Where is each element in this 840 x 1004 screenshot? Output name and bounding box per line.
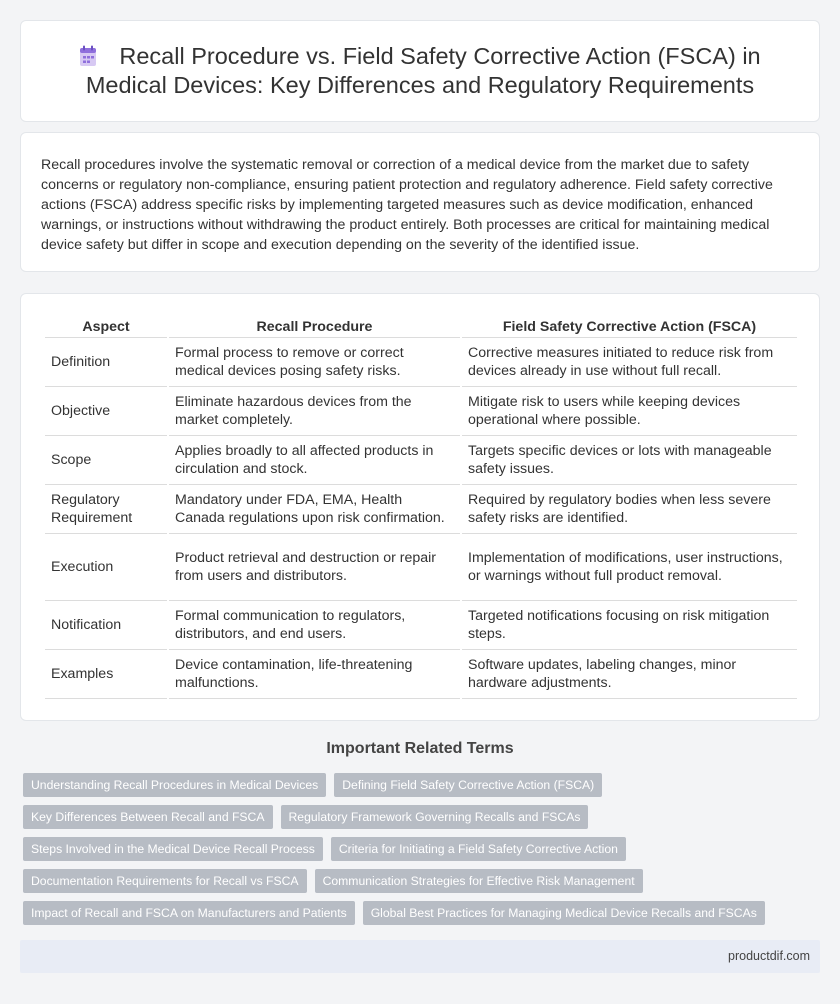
cell-recall: Product retrieval and destruction or repair from users and distributors. <box>169 534 460 601</box>
cell-aspect: Execution <box>45 534 167 601</box>
cell-aspect: Regulatory Requirement <box>45 485 167 534</box>
cell-fsca: Implementation of modifications, user instructions, or warnings without full product removal. <box>462 534 797 601</box>
cell-aspect: Examples <box>45 650 167 699</box>
footer <box>20 940 820 973</box>
header-aspect: Aspect <box>45 314 167 338</box>
table-row <box>45 485 797 534</box>
page-title-text: Recall Procedure vs. Field Safety Corrective Action (FSCA) in Medical Devices: Key Differences and Regulatory Requirements <box>85 43 761 98</box>
footer-site-link[interactable]: productdif.com <box>728 949 810 963</box>
related-terms <box>23 773 823 933</box>
cell-fsca: Corrective measures initiated to reduce risk from devices already in use without full recall. <box>462 338 797 387</box>
table-row <box>45 387 797 436</box>
cell-aspect: Notification <box>45 601 167 650</box>
term-row <box>23 869 823 901</box>
related-term-link[interactable]: Global Best Practices for Managing Medical Device Recalls and FSCAs <box>363 901 765 925</box>
cell-aspect: Scope <box>45 436 167 485</box>
related-term-link[interactable]: Regulatory Framework Governing Recalls and FSCAs <box>281 805 589 829</box>
table-row <box>45 436 797 485</box>
comparison-table <box>43 314 799 699</box>
title-card <box>20 20 820 122</box>
term-row <box>23 837 823 869</box>
related-term-link[interactable]: Documentation Requirements for Recall vs FSCA <box>23 869 307 893</box>
related-term-link[interactable]: Impact of Recall and FSCA on Manufacturers and Patients <box>23 901 355 925</box>
cell-fsca: Software updates, labeling changes, minor hardware adjustments. <box>462 650 797 699</box>
related-term-link[interactable]: Understanding Recall Procedures in Medical Devices <box>23 773 326 797</box>
cell-fsca: Targets specific devices or lots with manageable safety issues. <box>462 436 797 485</box>
table-header-row <box>45 314 797 338</box>
cell-fsca: Mitigate risk to users while keeping devices operational where possible. <box>462 387 797 436</box>
cell-recall: Device contamination, life-threatening malfunctions. <box>169 650 460 699</box>
related-terms-title: Important Related Terms <box>326 740 514 757</box>
cell-fsca: Targeted notifications focusing on risk mitigation steps. <box>462 601 797 650</box>
cell-aspect: Objective <box>45 387 167 436</box>
table-row <box>45 534 797 601</box>
intro-card <box>20 132 820 272</box>
related-term-link[interactable]: Criteria for Initiating a Field Safety Corrective Action <box>331 837 626 861</box>
related-term-link[interactable]: Defining Field Safety Corrective Action (FSCA) <box>334 773 602 797</box>
table-row <box>45 650 797 699</box>
term-row <box>23 805 823 837</box>
related-term-link[interactable]: Key Differences Between Recall and FSCA <box>23 805 273 829</box>
intro-paragraph: Recall procedures involve the systematic removal or correction of a medical device from the market due to safety concerns or regulatory non-compliance, ensuring patient protection and regulatory adherence. Field safety corrective actions (FSCA) address specific risks by implementing targeted measures such as device modification, enhanced warnings, or instructions without withdrawing the product entirely. Both processes are critical for maintaining medical device safety but differ in scope and execution depending on the severity of the identified issue. <box>41 157 773 253</box>
header-recall: Recall Procedure <box>169 314 460 338</box>
cell-recall: Mandatory under FDA, EMA, Health Canada regulations upon risk confirmation. <box>169 485 460 534</box>
table-row <box>45 601 797 650</box>
cell-fsca: Required by regulatory bodies when less severe safety risks are identified. <box>462 485 797 534</box>
cell-aspect: Definition <box>45 338 167 387</box>
cell-recall: Formal process to remove or correct medical devices posing safety risks. <box>169 338 460 387</box>
page-title <box>51 42 789 100</box>
related-term-link[interactable]: Communication Strategies for Effective Risk Management <box>315 869 643 893</box>
comparison-card <box>20 293 820 721</box>
header-fsca: Field Safety Corrective Action (FSCA) <box>462 314 797 338</box>
table-row <box>45 338 797 387</box>
cell-recall: Applies broadly to all affected products in circulation and stock. <box>169 436 460 485</box>
term-row <box>23 773 823 805</box>
calendar-icon <box>79 45 97 67</box>
related-term-link[interactable]: Steps Involved in the Medical Device Recall Process <box>23 837 323 861</box>
cell-recall: Formal communication to regulators, distributors, and end users. <box>169 601 460 650</box>
cell-recall: Eliminate hazardous devices from the market completely. <box>169 387 460 436</box>
term-row <box>23 901 823 933</box>
